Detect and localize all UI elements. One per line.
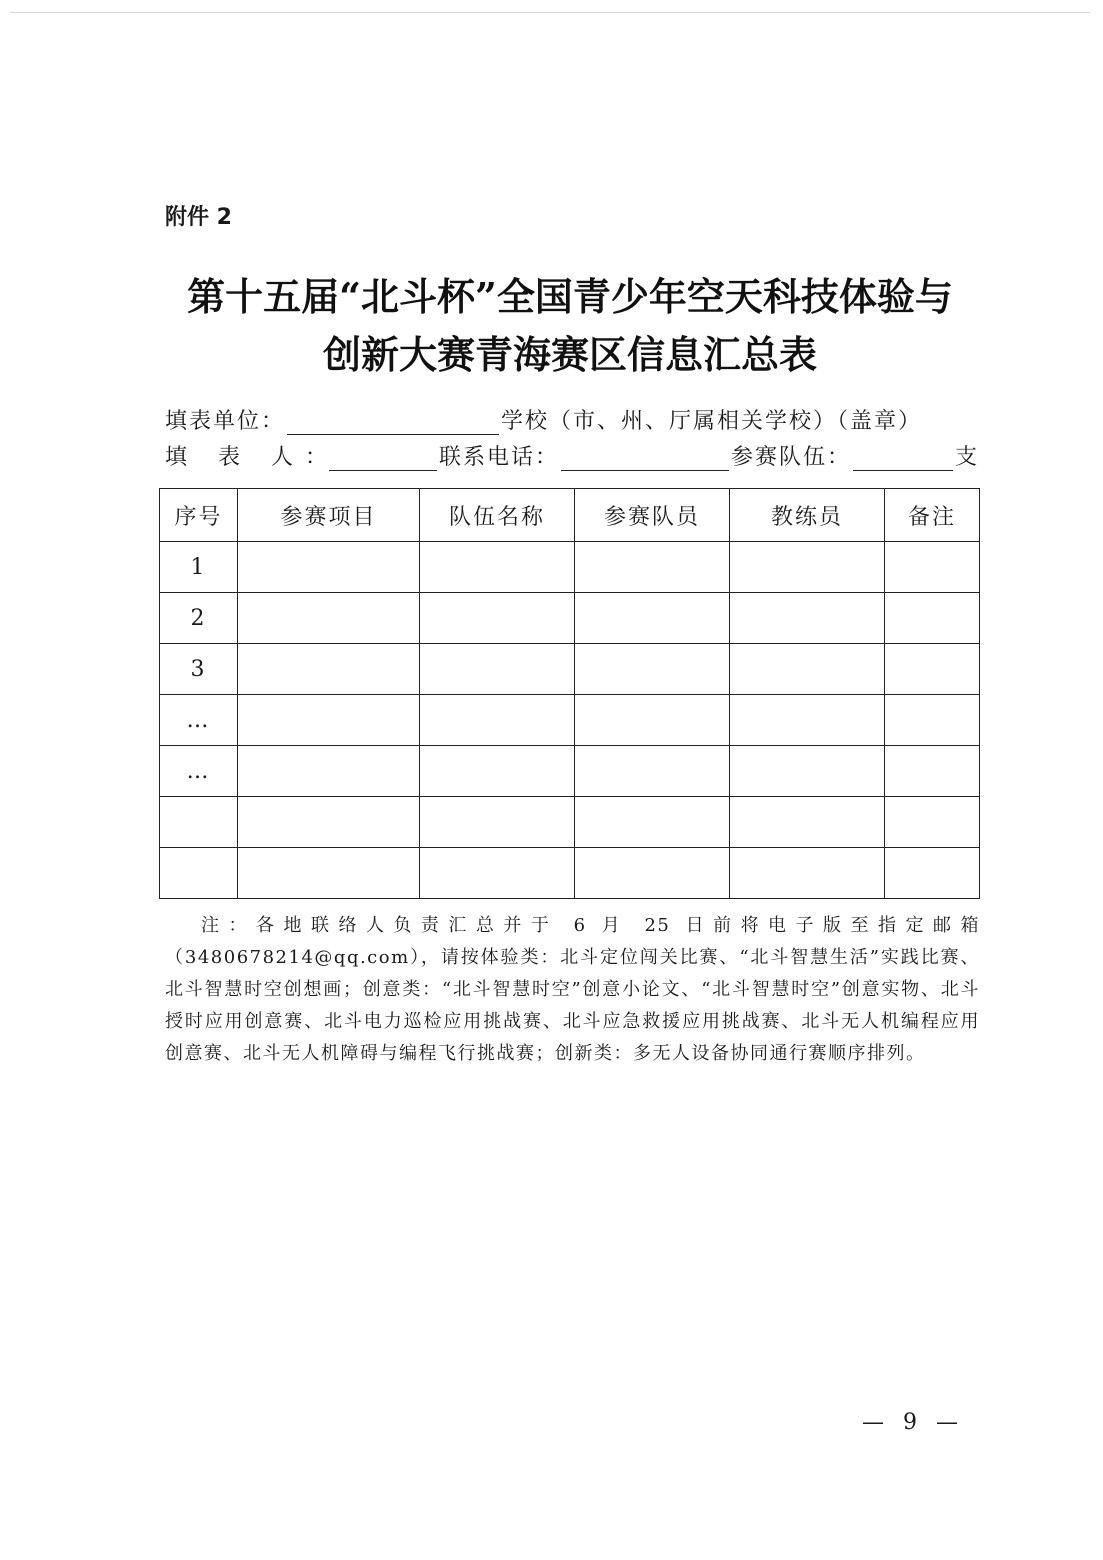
cell-project[interactable] — [238, 848, 420, 899]
row-index — [160, 848, 238, 899]
header-coach: 教练员 — [730, 489, 885, 542]
cell-team-name[interactable] — [420, 593, 575, 644]
cell-coach[interactable] — [730, 593, 885, 644]
filler-label: 填 表 人： — [165, 445, 339, 470]
cell-coach[interactable] — [730, 848, 885, 899]
summary-table — [159, 488, 980, 899]
row-index: 3 — [160, 644, 238, 695]
cell-team-name[interactable] — [420, 746, 575, 797]
table-header-row — [160, 489, 980, 542]
table-row — [160, 542, 980, 593]
cell-coach[interactable] — [730, 644, 885, 695]
cell-members[interactable] — [575, 644, 730, 695]
unit-label: 填表单位： — [165, 409, 286, 434]
cell-remarks[interactable] — [885, 695, 980, 746]
cell-remarks[interactable] — [885, 644, 980, 695]
attachment-label: 附件 2 — [165, 205, 232, 230]
phone-blank[interactable] — [561, 448, 729, 471]
cell-team-name[interactable] — [420, 644, 575, 695]
cell-remarks[interactable] — [885, 797, 980, 848]
document-title — [140, 268, 1000, 384]
cell-project[interactable] — [238, 542, 420, 593]
scan-top-edge — [10, 12, 1090, 13]
header-remarks: 备注 — [885, 489, 980, 542]
phone-label: 联系电话： — [439, 445, 560, 470]
cell-project[interactable] — [238, 593, 420, 644]
teams-blank[interactable] — [853, 448, 953, 471]
row-index: 1 — [160, 542, 238, 593]
teams-unit: 支 — [955, 445, 980, 470]
title-line-2: 创新大赛青海赛区信息汇总表 — [322, 332, 817, 377]
cell-remarks[interactable] — [885, 746, 980, 797]
row-index — [160, 797, 238, 848]
cell-members[interactable] — [575, 542, 730, 593]
cell-members[interactable] — [575, 797, 730, 848]
cell-members[interactable] — [575, 695, 730, 746]
header-project: 参赛项目 — [238, 489, 420, 542]
unit-suffix: 学校（市、州、厅属相关学校）（盖章） — [501, 409, 923, 434]
cell-coach[interactable] — [730, 695, 885, 746]
cell-coach[interactable] — [730, 797, 885, 848]
cell-team-name[interactable] — [420, 797, 575, 848]
cell-project[interactable] — [238, 746, 420, 797]
cell-remarks[interactable] — [885, 542, 980, 593]
cell-team-name[interactable] — [420, 695, 575, 746]
table-row — [160, 848, 980, 899]
teams-label: 参赛队伍： — [731, 445, 852, 470]
table-row — [160, 746, 980, 797]
cell-coach[interactable] — [730, 542, 885, 593]
cell-members[interactable] — [575, 593, 730, 644]
cell-team-name[interactable] — [420, 542, 575, 593]
cell-coach[interactable] — [730, 746, 885, 797]
filler-blank[interactable] — [329, 448, 437, 471]
cell-members[interactable] — [575, 746, 730, 797]
table-row — [160, 695, 980, 746]
cell-project[interactable] — [238, 797, 420, 848]
footnote: 注：各地联络人负责汇总并于 6 月 25 日前将电子版至指定邮箱（3480678214@qq.com），请按体验类：北斗定位闯关比赛、“北斗智慧生活”实践比赛、北斗智慧时空创想画；创意类：“北斗智慧时空”创意小论文、“北斗智慧时空”创意实物、北斗授时应用创意赛、北斗电力巡检应用挑战赛、北斗应急救援应用挑战赛、北斗无人机编程应用创意赛、北斗无人机障碍与编程飞行挑战赛；创新类：多无人设备协同通行赛顺序排列。 — [165, 915, 980, 1064]
header-index: 序号 — [160, 489, 238, 542]
page-number: — 9 — — [862, 1410, 964, 1435]
cell-remarks[interactable] — [885, 848, 980, 899]
title-line-1: 第十五届“北斗杯”全国青少年空天科技体验与 — [187, 274, 953, 319]
row-index: … — [160, 695, 238, 746]
table-row — [160, 797, 980, 848]
cell-project[interactable] — [238, 695, 420, 746]
header-members: 参赛队员 — [575, 489, 730, 542]
contact-field-row — [165, 440, 979, 471]
table-row — [160, 644, 980, 695]
table-row — [160, 593, 980, 644]
cell-members[interactable] — [575, 848, 730, 899]
row-index: … — [160, 746, 238, 797]
row-index: 2 — [160, 593, 238, 644]
unit-blank[interactable] — [287, 412, 499, 435]
cell-remarks[interactable] — [885, 593, 980, 644]
unit-field-row — [165, 404, 922, 435]
cell-team-name[interactable] — [420, 848, 575, 899]
cell-project[interactable] — [238, 644, 420, 695]
header-team-name: 队伍名称 — [420, 489, 575, 542]
